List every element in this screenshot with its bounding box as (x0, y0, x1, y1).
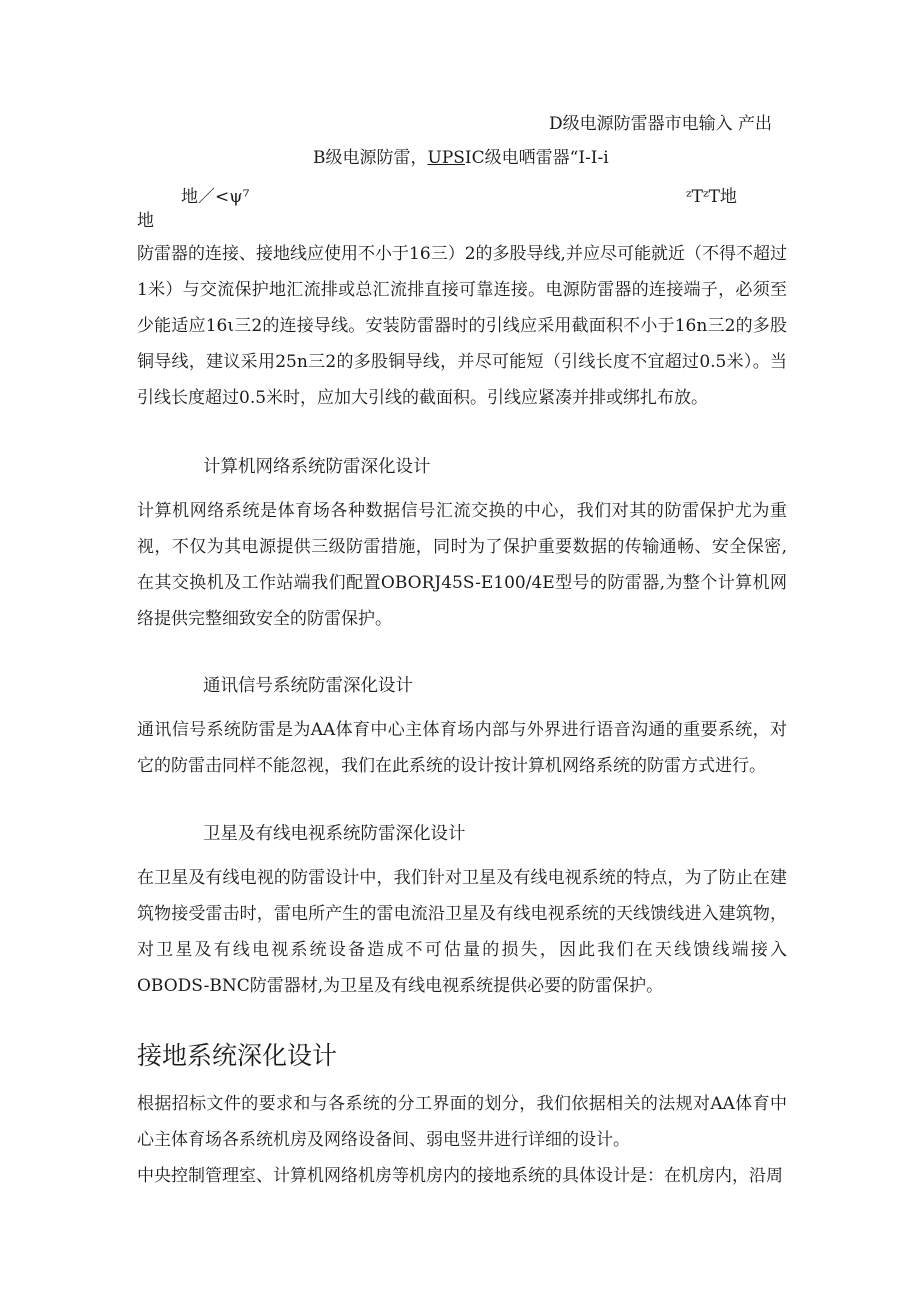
paragraph-connection-wiring: 防雷器的连接、接地线应使用不小于16三）2的多股导线,并应尽可能就近（不得不超过1米）与交流保护地汇流排或总汇流排直接可靠连接。电源防雷器的连接端子，必须至少能适应16ι三2的连接导线。安装防雷器时的引线应采用截面积不小于16n三2的多股铜导线，建议采用25n三2的多股铜导线，并尽可能短（引线长度不宜超过0.5米）。当引线长度超过0.5米时，应加大引线的截面积。引线应紧凑并排或绑扎布放。 (137, 244, 787, 408)
diagram-label-right-ground: ᶻTᶻT地 (686, 187, 737, 207)
subheading-communication-lightning: 通讯信号系统防雷深化设计 (203, 676, 413, 696)
paragraph-grounding-control-room: 中央控制管理室、计算机网络机房等机房内的接地系统的具体设计是：在机房内，沿周 (137, 1166, 783, 1186)
diagram-label-d-class: D级电源防雷器市电输入 产出 (549, 114, 773, 134)
diagram-label-c-class: IC级电哂雷器“I-I-i (464, 148, 609, 168)
subheading-satellite-tv-lightning: 卫星及有线电视系统防雷深化设计 (203, 824, 466, 844)
diagram-label-ups: UPS (427, 148, 465, 168)
diagram-label-b-class (313, 148, 609, 168)
diagram-label-ground: 地 (137, 211, 154, 231)
subheading-network-lightning: 计算机网络系统防雷深化设计 (203, 457, 431, 477)
paragraph-satellite-tv-lightning: 在卫星及有线电视的防雷设计中，我们针对卫星及有线电视系统的特点，为了防止在建筑物接受雷击时，雷电所产生的雷电流沿卫星及有线电视系统的天线馈线进入建筑物，对卫星及有线电视系统设备造成不可估量的损失，因此我们在天线馈线端接入OBODS-BNC防雷器材,为卫星及有线电视系统提供必要的防雷保护。 (137, 868, 787, 996)
diagram-label-left-ground: 地／<ψ⁷ (181, 187, 250, 207)
paragraph-network-lightning: 计算机网络系统是体育场各种数据信号汇流交换的中心，我们对其的防雷保护尤为重视，不仅为其电源提供三级防雷措施，同时为了保护重要数据的传输通畅、安全保密,在其交换机及工作站端我们配置OBORJ45S-E100/4E型号的防雷器,为整个计算机网络提供完整细致安全的防雷保护。 (137, 501, 787, 629)
section-title-grounding: 接地系统深化设计 (137, 1041, 338, 1070)
paragraph-communication-lightning: 通讯信号系统防雷是为AA体育中心主体育场内部与外界进行语音沟通的重要系统，对它的防雷击同样不能忽视，我们在此系统的设计按计算机网络系统的防雷方式进行。 (137, 720, 787, 776)
diagram-label-b-class-pre: B级电源防雷， (313, 148, 428, 168)
paragraph-grounding-intro: 根据招标文件的要求和与各系统的分工界面的划分，我们依据相关的法规对AA体育中心主体育场各系统机房及网络设备间、弱电竖井进行详细的设计。 (137, 1094, 787, 1150)
